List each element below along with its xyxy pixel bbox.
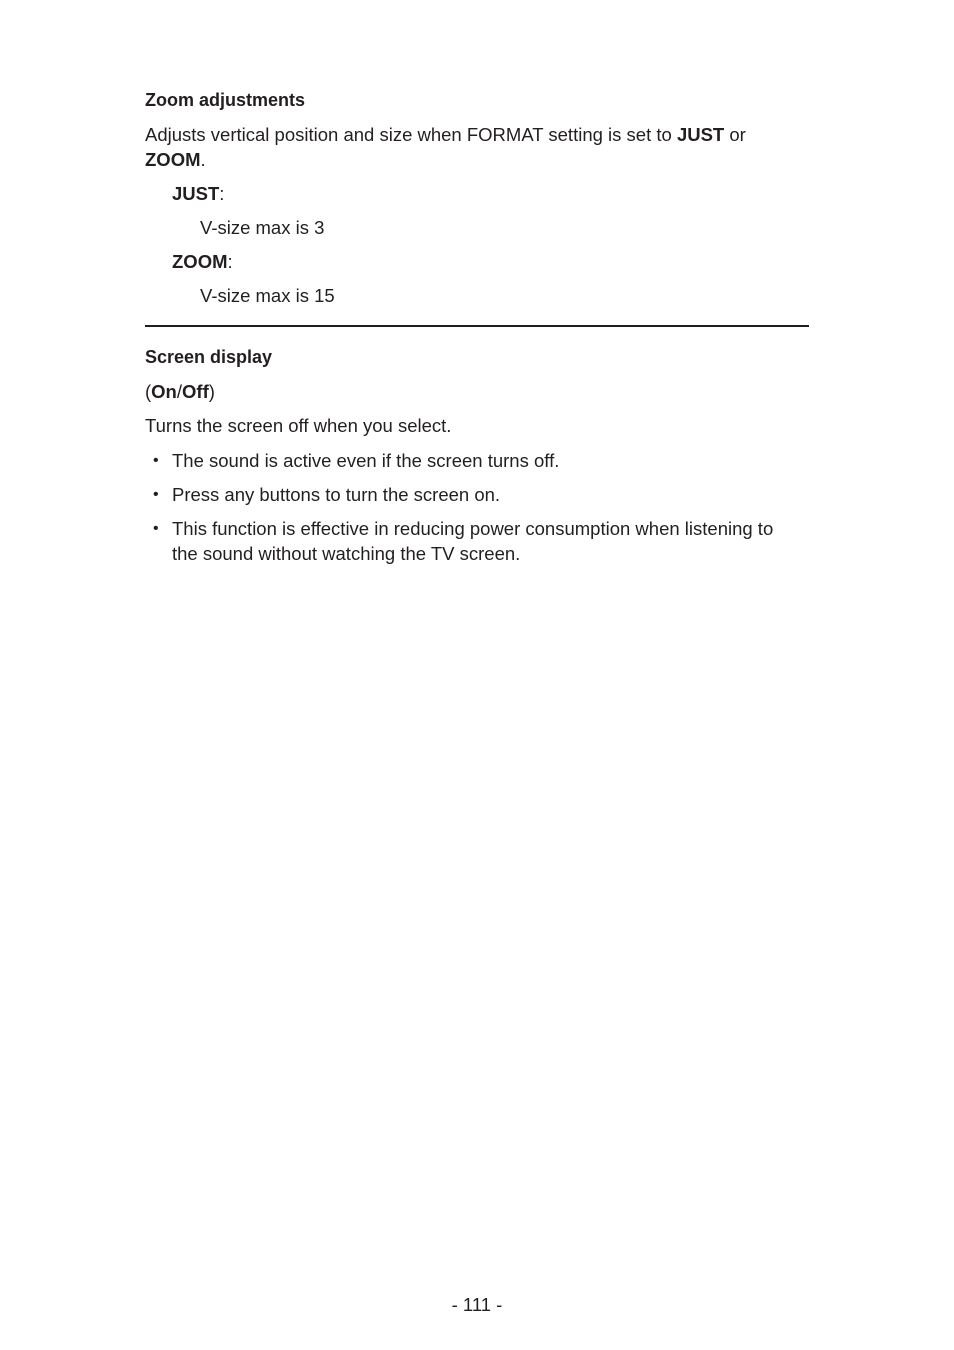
option-off: Off — [182, 381, 209, 402]
zoom-intro-line-1 — [145, 122, 746, 147]
option-on: On — [151, 381, 177, 402]
list-item-continuation: the sound without watching the TV screen. — [172, 543, 521, 564]
zoom-adjustments-heading: Zoom adjustments — [145, 90, 306, 110]
screen-display-description: Turns the screen off when you select. — [145, 415, 452, 436]
list-item: Press any buttons to turn the screen on. — [172, 484, 501, 505]
option-separator: / — [176, 381, 183, 402]
zoom-intro-period: . — [200, 149, 206, 170]
zoom-intro-just: JUST — [676, 124, 725, 145]
zoom-intro-zoom: ZOOM — [145, 149, 201, 170]
zoom-label: ZOOM — [172, 251, 228, 272]
zoom-intro-text: Adjusts vertical position and size when FORMAT setting is set to — [145, 124, 677, 145]
just-label: JUST — [172, 183, 220, 204]
just-value: V-size max is 3 — [200, 217, 325, 238]
page-number: - 111 - — [451, 1294, 503, 1315]
section-divider — [145, 325, 809, 327]
zoom-label-line — [172, 249, 233, 274]
bullet-icon: • — [153, 520, 159, 537]
zoom-colon: : — [227, 251, 233, 272]
list-item: The sound is active even if the screen turns off. — [172, 450, 560, 471]
bullet-icon: • — [153, 486, 159, 503]
screen-display-options — [145, 379, 215, 404]
zoom-intro-or: or — [724, 124, 746, 145]
zoom-intro-line-2 — [145, 147, 206, 172]
options-open-paren: ( — [145, 381, 152, 402]
just-label-line — [172, 181, 224, 206]
list-item: This function is effective in reducing power consumption when listening to — [172, 518, 774, 539]
just-colon: : — [219, 183, 225, 204]
options-close-paren: ) — [208, 381, 215, 402]
zoom-value: V-size max is 15 — [200, 285, 335, 306]
screen-display-heading: Screen display — [145, 347, 273, 367]
bullet-icon: • — [153, 452, 159, 469]
